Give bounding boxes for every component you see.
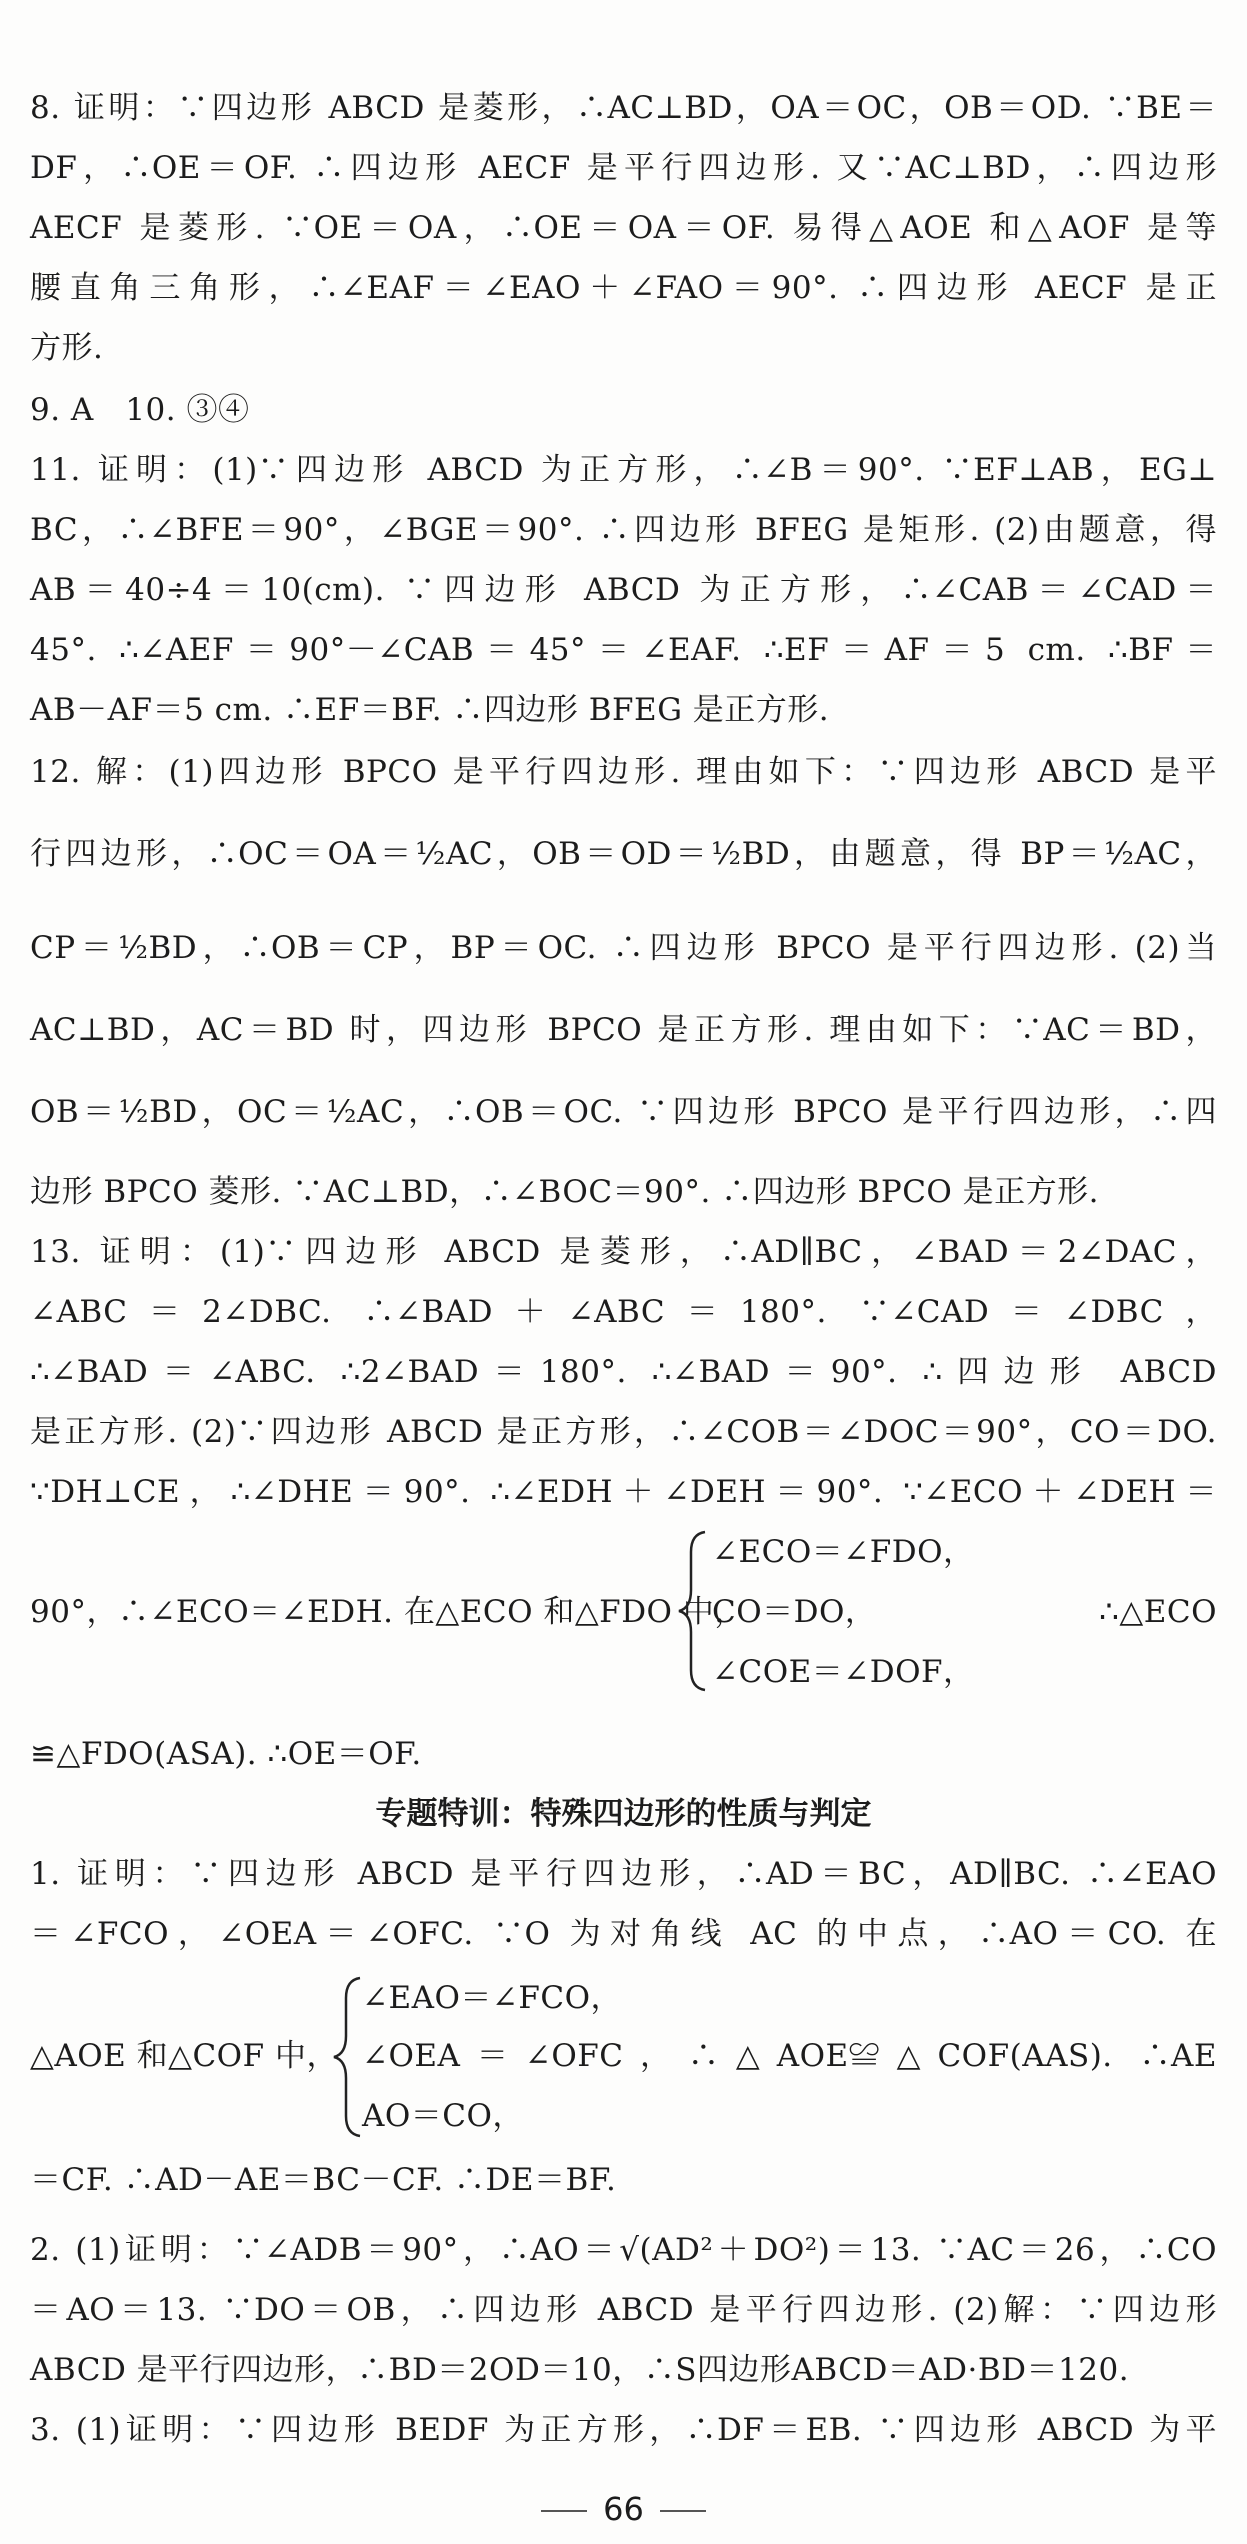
page-number — [0, 2490, 1247, 2528]
text-line: ＝∠FCO，∠OEA＝∠OFC. ∵O 为对角线 AC 的中点，∴AO＝CO. 在 — [30, 1916, 1217, 1952]
text-line: ∴∠BAD＝∠ABC. ∴2∠BAD＝180°. ∴∠BAD＝90°. ∴四边形 ABCD — [30, 1354, 1217, 1390]
text-line: 2. (1)证明：∵∠ADB＝90°，∴AO＝√(AD²＋DO²)＝13. ∵AC＝26，∴CO — [30, 2232, 1217, 2268]
text-line: 腰直角三角形，∴∠EAF＝∠EAO＋∠FAO＝90°. ∴四边形 AECF 是正 — [30, 270, 1217, 306]
text-line: DF，∴OE＝OF. ∴四边形 AECF 是平行四边形. 又∵AC⊥BD，∴四边形 — [30, 150, 1217, 186]
text-line: ＝AO＝13. ∵DO＝OB，∴四边形 ABCD 是平行四边形. (2)解：∵四边形 — [30, 2292, 1217, 2328]
text-line: 是正方形. (2)∵四边形 ABCD 是正方形，∴∠COB＝∠DOC＝90°，CO＝DO. — [30, 1414, 1217, 1450]
text-line: △AOE 和△COF 中， — [30, 2038, 338, 2074]
text-line: 13. 证明：(1)∵四边形 ABCD 是菱形，∴AD∥BC，∠BAD＝2∠DAC， — [30, 1234, 1217, 1270]
equation-line: ∠ECO＝∠FDO， — [712, 1534, 975, 1570]
text-line: AECF 是菱形. ∵OE＝OA，∴OE＝OA＝OF. 易得△AOE 和△AOF 是等 — [30, 210, 1217, 246]
text-line: 1. 证明：∵四边形 ABCD 是平行四边形，∴AD＝BC，AD∥BC. ∴∠EAO — [30, 1856, 1217, 1892]
text-line: 12. 解：(1)四边形 BPCO 是平行四边形. 理由如下：∵四边形 ABCD 是平 — [30, 754, 1217, 790]
equation-line: ∠EAO＝∠FCO， — [362, 1980, 623, 2016]
equation-line: ∠OEA＝∠OFC，∴△AOE≌△COF(AAS). ∴AE — [362, 2038, 1217, 2074]
equation-line: ∠COE＝∠DOF， — [712, 1654, 975, 1690]
text-line: 8. 证明：∵四边形 ABCD 是菱形，∴AC⊥BD，OA＝OC，OB＝OD. ∵BE＝ — [30, 90, 1217, 126]
text-line: 边形 BPCO 菱形. ∵AC⊥BD，∴∠BOC＝90°. ∴四边形 BPCO 是正方形. — [30, 1174, 1100, 1210]
text-line: ∴△ECO — [1099, 1594, 1217, 1630]
section-title: 专题特训：特殊四边形的性质与判定 — [375, 1796, 872, 1832]
text-line: ＝CF. ∴AD－AE＝BC－CF. ∴DE＝BF. — [30, 2162, 617, 2198]
text-line: 行四边形，∴OC＝OA＝½AC，OB＝OD＝½BD，由题意，得 BP＝½AC， — [30, 836, 1217, 872]
text-line: OB＝½BD，OC＝½AC，∴OB＝OC. ∵四边形 BPCO 是平行四边形，∴四 — [30, 1094, 1217, 1130]
text-line: ABCD 是平行四边形，∴BD＝2OD＝10，∴S四边形ABCD＝AD·BD＝120. — [30, 2352, 1130, 2388]
page-number-dash — [541, 2510, 587, 2512]
text-line: 方形. — [30, 330, 104, 366]
text-line: ≌△FDO(ASA). ∴OE＝OF. — [30, 1736, 422, 1772]
text-line: CP＝½BD，∴OB＝CP，BP＝OC. ∴四边形 BPCO 是平行四边形. (2)当 — [30, 930, 1217, 966]
text-line: ∵DH⊥CE，∴∠DHE＝90°. ∴∠EDH＋∠DEH＝90°. ∵∠ECO＋∠DEH＝ — [30, 1474, 1217, 1510]
text-line: AB－AF＝5 cm. ∴EF＝BF. ∴四边形 BFEG 是正方形. — [30, 692, 830, 728]
text-line: 45°. ∴∠AEF＝90°－∠CAB＝45°＝∠EAF. ∴EF＝AF＝5 cm. ∴BF＝ — [30, 632, 1217, 668]
equation-line: AO＝CO， — [362, 2098, 524, 2134]
text-line: AB＝40÷4＝10(cm). ∵四边形 ABCD 为正方形，∴∠CAB＝∠CAD＝ — [30, 572, 1217, 608]
text-line: 11. 证明：(1)∵四边形 ABCD 为正方形，∴∠B＝90°. ∵EF⊥AB，EG⊥ — [30, 452, 1217, 488]
text-line: ∠ABC＝2∠DBC. ∴∠BAD＋∠ABC＝180°. ∵∠CAD＝∠DBC， — [30, 1294, 1217, 1330]
page-number-dash — [660, 2510, 706, 2512]
text-line: 3. (1)证明：∵四边形 BEDF 为正方形，∴DF＝EB. ∵四边形 ABCD 为平 — [30, 2412, 1217, 2448]
page-number-text: 66 — [603, 2490, 644, 2528]
left-brace — [675, 1528, 709, 1694]
text-line: 90°，∴∠ECO＝∠EDH. 在△ECO 和△FDO 中， — [30, 1594, 746, 1630]
text-line: BC，∴∠BFE＝90°，∠BGE＝90°. ∴四边形 BFEG 是矩形. (2)由题意，得 — [30, 512, 1217, 548]
text-line: AC⊥BD，AC＝BD 时，四边形 BPCO 是正方形. 理由如下：∵AC＝BD， — [30, 1012, 1217, 1048]
equation-line: CO＝DO， — [712, 1594, 877, 1630]
text-line: 9. A 10. ③④ — [30, 392, 250, 428]
